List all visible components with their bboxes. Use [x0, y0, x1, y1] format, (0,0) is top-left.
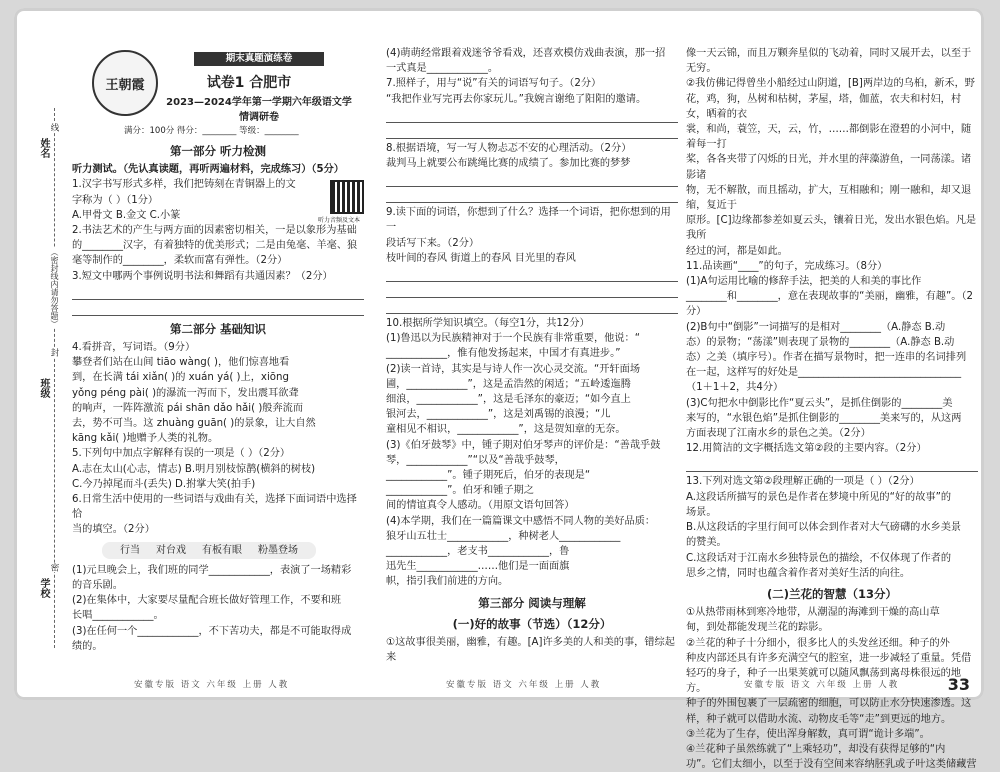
section-title: 第一部分 听力检测: [169, 144, 266, 158]
question-text: 琴，____________”“以及“善哉乎鼓琴，: [386, 454, 565, 466]
question-text: ____________，老支书____________，鲁: [386, 546, 570, 558]
question-text: 细浪，____________”，这是毛泽东的豪迈；“如今直上: [386, 394, 631, 406]
answer-line[interactable]: [386, 109, 678, 123]
question-text: 银河去，____________”，这是刘禹锡的浪漫；“儿: [386, 409, 611, 421]
question-text: (3)《伯牙鼓琴》中，锺子期对伯牙琴声的评价是：“善哉乎鼓: [386, 439, 661, 451]
question-text: 长唱____________。: [72, 610, 164, 622]
question-text: ____________”。锺子期死后，伯牙的表现是“: [386, 470, 591, 482]
question-text: 样，种子就可以借助水流、动物皮毛等“走”到更远的地方。: [686, 713, 952, 725]
question-text: 的________汉字，有着独特的优美形式；二是由兔毫、羊毫、狼: [72, 240, 358, 252]
question-text: 轻巧的身子，种子一出果荚就可以随风飘荡到离母株很远的地方。: [686, 667, 962, 695]
question-text: 一式真是____________。: [386, 63, 499, 75]
footer-left: 安徽专版 语文 六年级 上册 人教: [134, 680, 290, 690]
binding-margin: [32, 108, 66, 648]
question-text: ①这故事很美丽，幽雅，有趣。[A]许多美的人和美的事，错综起来: [386, 637, 675, 664]
question-text: 13.下列对选文第②段理解正确的一项是（ ）（2分）: [686, 476, 920, 488]
question-text: 原形。[C]边缘都参差如夏云头，镶着日光，发出水银色焰。凡是我所: [686, 215, 977, 242]
column-left: [72, 138, 364, 654]
question-text: 功”。它们太细小，以至于没有空间来容纳胚乳或子叶这类储藏营: [686, 759, 977, 771]
section-title: 第二部分 基础知识: [169, 321, 266, 336]
word-bank-item: 对台戏: [156, 544, 186, 556]
question-text: kāng kǎi( )地赠予人类的礼物。: [72, 433, 219, 445]
footer-middle: 安徽专版 语文 六年级 上册 人教: [446, 680, 602, 690]
question-text: 攀登者们站在山间 tiāo wàng( )，他们惊喜地看: [72, 357, 290, 369]
question-text: (4)本学期，我们在一篇篇课文中感悟不同人物的美好品质：: [386, 515, 656, 527]
answer-line[interactable]: [386, 189, 678, 203]
question-text: 段话写下来。（2分）: [386, 237, 480, 249]
question-text: (3)在任何一个____________，不下苦功夫，都是不可能取得成: [72, 625, 352, 637]
word-bank: [102, 542, 316, 559]
question-text: 裁判马上就要公布跳绳比赛的成绩了。参加比赛的梦梦: [386, 158, 631, 170]
question-text: 听力测试。（先认真读题，再听两遍材料，完成练习）（5分）: [72, 164, 344, 176]
question-text: (1)A句运用比喻的修辞手法，把美的人和美的事比作: [686, 276, 922, 288]
question-text: 物，无不解散，而且摇动，扩大，互相融和；刚一融和，却又退缩，复近于: [686, 184, 972, 212]
seal-mark-seal: 封: [49, 348, 59, 357]
seal-mark-line: 线: [49, 123, 59, 132]
question-text: ①从热带雨林到寒冷地带，从潮湿的海滩到干燥的高山草: [686, 607, 940, 619]
school-label: 学校: [38, 578, 49, 598]
section-title: (二)兰花的智慧（13分）: [766, 586, 897, 601]
question-text: 思乡之情，同时也蕴含着作者对美好生活的向往。: [686, 567, 911, 579]
section-title: 第三部分 阅读与理解: [478, 595, 586, 610]
question-text: ②兰花的种子十分细小，很多比人的头发丝还细。种子的外: [686, 637, 950, 649]
question-text: (3)C句把水中倒影比作“夏云头”，是抓住倒影的________美: [686, 397, 953, 409]
question-text: 去，势不可当。这 zhuàng guān( )的景象，让大自然: [72, 418, 316, 430]
question-text: ____________，惟有他发扬起来，中国才有真进步。”: [386, 348, 621, 360]
answer-line[interactable]: [386, 125, 678, 139]
question-text: 枝叶间的春风 街道上的春风 目光里的春风: [386, 252, 576, 264]
column-middle: [386, 46, 678, 666]
question-text: 甸，到处都能发现兰花的踪影。: [686, 622, 829, 634]
answer-line[interactable]: [386, 268, 678, 282]
question-text: 到，在长满 tái xiǎn( )的 xuán yá( )上，xiōng: [72, 372, 289, 384]
name-label: 姓名: [38, 138, 49, 158]
question-text: C.这段话对于江南水乡独特景色的描绘，不仅体现了作者的: [686, 552, 952, 564]
question-text: 桨，各各夹带了闪烁的日光，并水里的萍藻游鱼，一同荡漾。诸影诸: [686, 154, 972, 181]
question-text: 间的情谊真令人感动。（用原文语句回答）: [386, 500, 575, 512]
question-text: 5.下列句中加点字解释有误的一项是（ ）（2分）: [72, 448, 291, 460]
class-label: 班级: [38, 378, 49, 398]
question-text: 圃，____________”，这是孟浩然的闲适；“五岭逶迤腾: [386, 378, 631, 390]
question-text: 场景。: [686, 506, 717, 518]
page-number: 33: [947, 675, 970, 694]
word-bank-item: 行当: [120, 544, 140, 556]
question-text: A.志在太山(心志，情志) B.明月别枝惊鹊(横斜的树枝): [72, 463, 316, 475]
question-text: 的赞美。: [686, 537, 727, 549]
question-text: 在一起，这样写的好处是________________________________: [686, 367, 962, 379]
question-text: (1)元旦晚会上，我们班的同学____________，表演了一场精彩: [72, 564, 352, 576]
question-text: ④兰花种子虽然练就了“上乘轻功”，却没有获得足够的“内: [686, 743, 946, 755]
question-text: 7.照样子，用与“说”有关的词语写句子。（2分）: [386, 78, 602, 90]
question-text: 8.根据语境，写一写人物忐忑不安的心理活动。（2分）: [386, 142, 632, 154]
question-text: 的响声，一阵阵激流 pái shān dǎo hǎi( )般奔流而: [72, 402, 304, 414]
exam-sheet: [14, 8, 984, 771]
question-text: A.甲骨文 B.金文 C.小篆: [72, 209, 181, 221]
question-text: “我把作业写完再去你家玩儿。”我婉言谢绝了阳阳的邀请。: [386, 93, 647, 105]
question-text: 3.短文中哪两个事例说明书法和舞蹈有共通因素？（2分）: [72, 270, 333, 282]
question-text: 12.用简洁的文字概括选文第②段的主要内容。（2分）: [686, 443, 927, 455]
question-text: 11.品读画“____”的句子，完成练习。（8分）: [686, 260, 888, 272]
question-text: 帜，指引我们前进的方向。: [386, 576, 509, 588]
question-text: 种子的外围包裹了一层疏密的细胞，可以防止水分快速渗透。这: [686, 698, 972, 710]
question-text: B.从这段话的字里行间可以体会到作者对大气磅礴的水乡美景: [686, 522, 962, 534]
question-text: 当的填空。（2分）: [72, 524, 155, 536]
exam-banner: 期末真题演练卷: [194, 52, 324, 66]
question-text: A.这段话所描写的景色是作者在梦境中所见的“好的故事”的: [686, 491, 952, 503]
score-line: 满分：100分 得分：________ 等级：________: [124, 126, 299, 136]
column-right: [686, 46, 978, 772]
question-text: ____________”。伯牙和锺子期之: [386, 485, 534, 497]
answer-line[interactable]: [686, 458, 978, 472]
question-text: ③兰花为了生存，使出浑身解数，真可谓“诡计多端”。: [686, 728, 930, 740]
question-text: (1)鲁迅以为民族精神对于一个民族有非常重要，他说：“: [386, 333, 641, 345]
question-text: 态）的景物；“荡漾”则表现了景物的________（A.静态 B.动: [686, 336, 955, 348]
question-text: 来写的，“水银色焰”是抓住倒影的________美来写的，从这两: [686, 412, 962, 424]
question-text: 9.读下面的词语，你想到了什么？选择一个词语，把你想到的用一: [386, 207, 671, 234]
question-text: ②我仿佛记得曾坐小船经过山阴道，[B]两岸边的乌桕，新禾，野: [686, 78, 975, 90]
question-text: 经过的河，都是如此。: [686, 245, 788, 257]
question-text: yǒng péng pài( )的瀑流一泻而下，发出震耳欲聋: [72, 387, 299, 399]
question-text: (2)读一首诗，其实是与诗人作一次心灵交流。“开轩面场: [386, 363, 641, 375]
seal-notice: （密封线内请勿答题）: [50, 248, 59, 328]
question-text: 字称为（ ）（1分）: [72, 194, 159, 206]
question-text: (2)B句中“倒影”一词描写的是相对________（A.静态 B.动: [686, 321, 946, 333]
footer-right: 安徽专版 语文 六年级 上册 人教: [744, 680, 900, 690]
question-text: 2.书法艺术的产生与两方面的因素密切相关，一是以象形为基础: [72, 225, 357, 237]
question-text: 童相见不相识，____________”，这是贺知章的无奈。: [386, 424, 626, 436]
question-text: (4)萌萌经常跟着戏迷爷爷看戏，还喜欢模仿戏曲表演，那一招: [386, 48, 666, 59]
question-text: 绩的。: [72, 640, 103, 652]
question-text: 4.看拼音，写词语。（9分）: [72, 342, 196, 354]
word-bank-item: 粉墨登场: [258, 544, 298, 556]
paper-title: 试卷1 合肥市: [206, 75, 292, 91]
section-title: (一)好的故事（节选）（12分）: [452, 616, 612, 631]
question-text: 6.日常生活中使用的一些词语与戏曲有关，选择下面词语中选择恰: [72, 494, 357, 521]
word-bank-item: 有板有眼: [202, 544, 242, 556]
seal-mark-close: 密: [49, 563, 59, 572]
question-text: 花，鸡，狗，丛树和枯树，茅屋，塔，伽蓝，农夫和村妇，村女，晒着的衣: [686, 93, 962, 120]
question-text: C.今乃掉尾而斗(丢失) D.拊掌大笑(拍手): [72, 478, 256, 490]
question-text: 狼牙山五壮士____________，种树老人____________: [386, 530, 621, 542]
question-text: （1＋1＋2，共4分）: [686, 382, 784, 394]
question-text: 的音乐剧。: [72, 580, 123, 592]
question-text: 迅先生____________……他们是一面面旗: [386, 561, 570, 573]
question-text: 像一天云锦，而且万颗奔星似的飞动着，同时又展开去，以至于无穷。: [686, 48, 972, 75]
qr-label: 听力音频及文本: [318, 217, 361, 224]
question-text: 10.根据所学知识填空。（每空1分，共12分）: [386, 318, 590, 330]
question-text: (2)在集体中，大家要尽量配合班长做好管理工作，不要和班: [72, 595, 342, 607]
answer-line[interactable]: [72, 286, 364, 300]
question-text: 种皮内部还具有许多充满空气的腔室，进一步减轻了重量。凭借: [686, 652, 972, 664]
answer-line[interactable]: [72, 302, 364, 316]
question-text: 方面表现了江南水乡的景色之美。（2分）: [686, 428, 871, 440]
answer-line[interactable]: [386, 300, 678, 314]
question-text: 1.汉字书写形式多样，我们把铸刻在青铜器上的文: [72, 179, 296, 191]
answer-line[interactable]: [386, 173, 678, 187]
paper-subtitle: 2023—2024学年第一学期六年级语文学情调研卷: [166, 97, 352, 123]
answer-line[interactable]: [386, 284, 678, 298]
question-text: ________和________，意在表现故事的“美丽，幽雅，有趣”。（2分）: [686, 291, 973, 318]
question-text: 态）之美（填序号）。作者在描写景物时，把一连串的名词排列: [686, 352, 967, 364]
publisher-logo: 王朝霞: [92, 50, 158, 116]
question-text: 毫等制作的________，柔软而富有弹性。（2分）: [72, 255, 288, 267]
question-text: 裳，和尚，蓑笠，天，云，竹，……都倒影在澄碧的小河中，随着每一打: [686, 124, 972, 151]
